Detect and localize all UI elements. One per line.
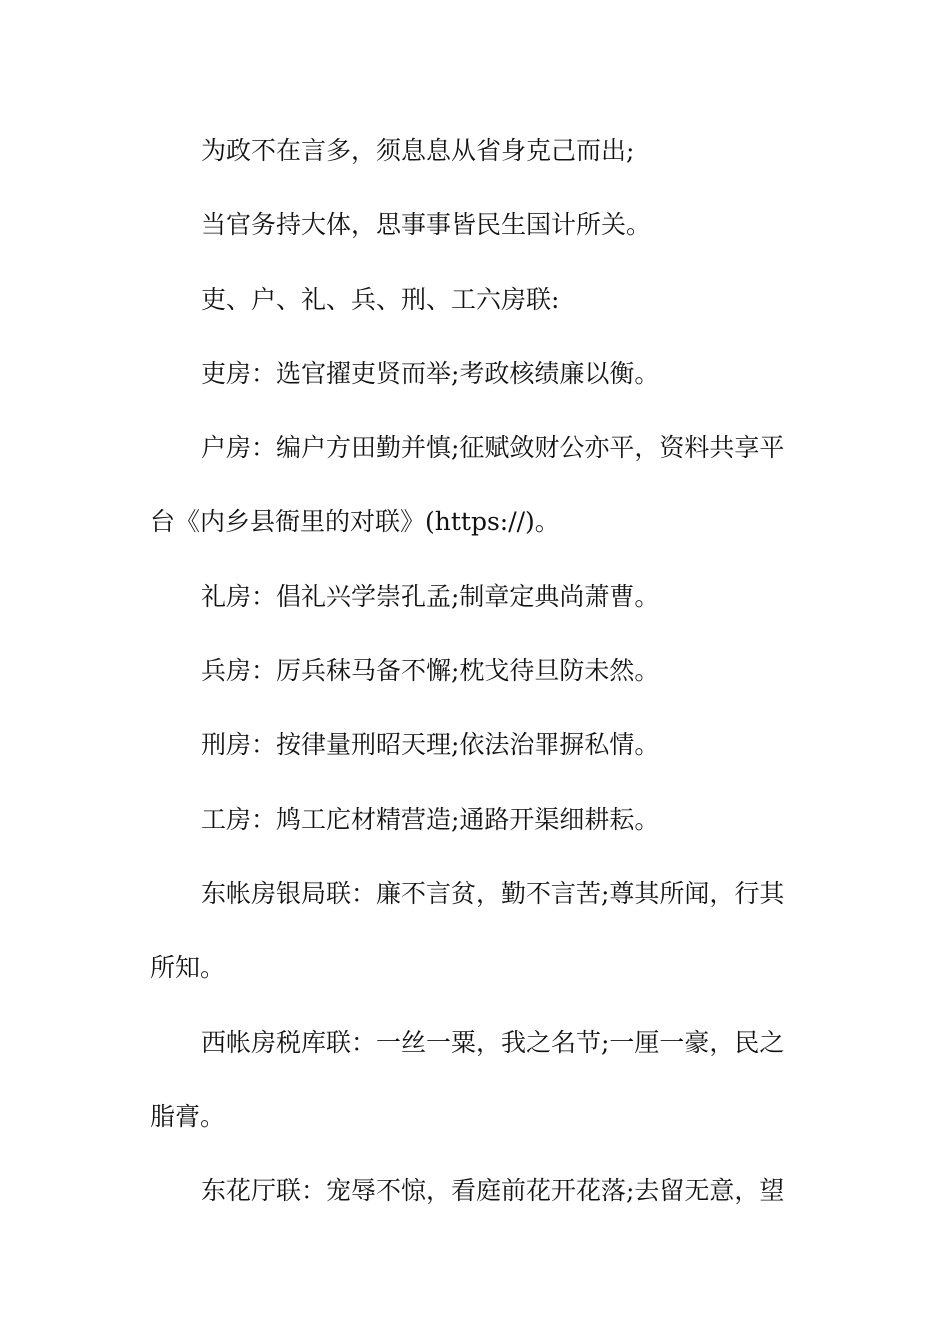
text-line: 工房：鸠工庀材精营造;通路开渠细耕耘。 <box>201 804 660 834</box>
text-line-continuation: 台《内乡县衙里的对联》(https://)。 <box>150 507 560 537</box>
text-line: 吏房：选官擢吏贤而举;考政核绩廉以衡。 <box>201 358 660 388</box>
text-line: 户房：编户方田勤并慎;征赋敛财公亦平，资料共享平 <box>201 433 785 463</box>
text-line: 礼房：倡礼兴学崇孔孟;制章定典尚萧曹。 <box>201 581 660 611</box>
text-line: 西帐房税库联：一丝一粟，我之名节;一厘一豪，民之 <box>201 1027 785 1057</box>
text-line: 为政不在言多，须息息从省身克己而出; <box>201 136 635 165</box>
body-text <box>150 128 802 1242</box>
text-line: 当官务持大体，思事事皆民生国计所关。 <box>201 210 652 240</box>
text-line: 吏、户、礼、兵、刑、工六房联: <box>201 284 560 314</box>
text-line-continuation: 所知。 <box>150 953 226 983</box>
text-line: 东花厅联：宠辱不惊，看庭前花开花落;去留无意，望 <box>201 1176 785 1206</box>
text-line: 东帐房银局联：廉不言贫，勤不言苦;尊其所闻，行其 <box>201 878 785 908</box>
text-line-continuation: 脂膏。 <box>150 1101 226 1131</box>
text-line: 刑房：按律量刑昭天理;依法治罪摒私情。 <box>201 730 660 760</box>
text-line: 兵房：厉兵秣马备不懈;枕戈待旦防未然。 <box>201 656 660 686</box>
